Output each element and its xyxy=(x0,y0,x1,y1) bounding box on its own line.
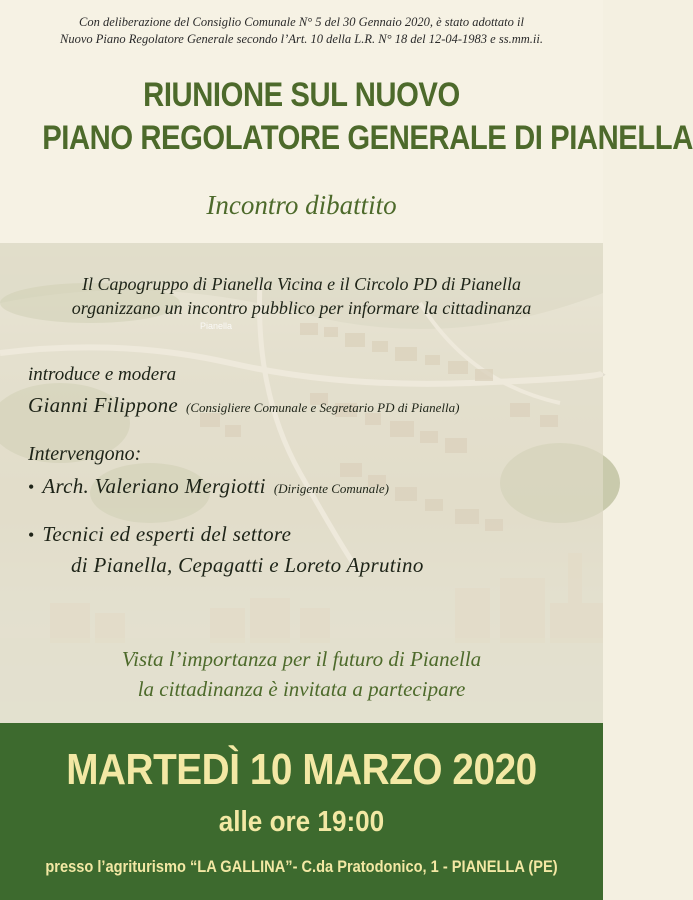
speaker-1 xyxy=(28,474,389,499)
speaker-2-line-2: di Pianella, Cepagatti e Loreto Aprutino xyxy=(71,553,424,577)
intro-line-2: organizzano un incontro pubblico per informare la cittadinanza xyxy=(71,298,532,318)
speakers-label: Intervengono: xyxy=(28,443,142,465)
speaker-2 xyxy=(28,522,291,547)
moderator-name: Gianni Filippone xyxy=(28,393,179,417)
speaker-2-line-1: Tecnici ed esperti del settore xyxy=(42,522,292,546)
event-venue: presso l’agriturismo “LA GALLINA”- C.da Pratodonico, 1 - PIANELLA (PE) xyxy=(45,857,558,876)
title-line-1: RIUNIONE SUL NUOVO xyxy=(143,76,460,114)
moderator-label: introduce e modera xyxy=(28,364,177,385)
event-time: alle ore 19:00 xyxy=(218,806,385,838)
photo-watermark: Pianella xyxy=(200,321,233,331)
deliberation-line-2: Nuovo Piano Regolatore Generale secondo l’Art. 10 della L.R. N° 18 del 12-04-1983 e ss.mm.ii. xyxy=(60,32,543,46)
intro-text xyxy=(0,272,603,320)
title-line-2: PIANO REGOLATORE GENERALE DI PIANELLA xyxy=(42,119,693,157)
invite-line-1: Vista l’importanza per il futuro di Pianella xyxy=(121,647,482,671)
bullet-icon: • xyxy=(28,525,35,545)
deliberation-line-1: Con deliberazione del Consiglio Comunale N° 5 del 30 Gennaio 2020, è stato adottato il xyxy=(79,15,524,29)
poster-subtitle: Incontro dibattito xyxy=(206,190,397,220)
intro-line-1: Il Capogruppo di Pianella Vicina e il Circolo PD di Pianella xyxy=(82,274,521,294)
speaker-1-name: Arch. Valeriano Mergiotti xyxy=(42,474,266,498)
deliberation-note xyxy=(0,14,603,48)
moderator xyxy=(28,393,460,418)
bullet-icon: • xyxy=(28,477,35,497)
moderator-role: (Consigliere Comunale e Segretario PD di Pianella) xyxy=(186,400,460,415)
poster-title xyxy=(42,74,693,160)
invite-line-2: la cittadinanza è invitata a partecipare xyxy=(137,677,466,701)
invitation-text xyxy=(0,644,603,704)
event-date: MARTEDÌ 10 MARZO 2020 xyxy=(66,745,537,794)
speaker-1-role: (Dirigente Comunale) xyxy=(273,481,389,496)
